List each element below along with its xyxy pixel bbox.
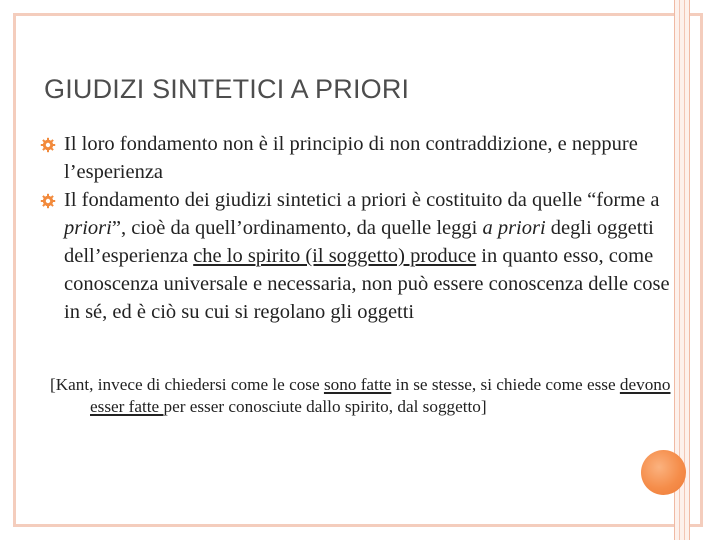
bullet-text-italic: priori <box>64 217 112 239</box>
bullet-text-segment: Il fondamento dei giudizi sintetici a priori è costituito da quelle “forme a <box>64 189 660 211</box>
bullet-list <box>40 130 690 326</box>
decorative-orange-circle <box>641 450 686 495</box>
note-segment: per esser conosciute dallo spirito, dal soggetto] <box>163 397 487 416</box>
slide-title: GIUDIZI SINTETICI A PRIORI <box>44 74 410 104</box>
bullet-text-segment: in quanto esso, come conoscenza universale e necessaria, non può essere conoscenza delle cose in sé, ed è ciò su cui si regolano gli oggetti <box>64 245 670 323</box>
note-segment: [Kant, invece di chiedersi come le cose <box>50 375 324 394</box>
kant-note <box>50 374 680 418</box>
bullet-text: Il loro fondamento non è il principio di non contraddizione, e neppure l’esperienza <box>64 133 638 183</box>
bullet-item <box>40 186 690 326</box>
bullet-text-italic: a priori <box>482 217 546 239</box>
bullet-text-segment: degli oggetti dell’esperienza <box>64 217 654 267</box>
bullet-text <box>64 186 690 326</box>
bullet-item <box>40 130 690 186</box>
orange-cog-bullet-icon <box>40 193 56 209</box>
note-segment: in se stesse, si chiede come esse <box>391 375 620 394</box>
note-underlined: devono esser fatte <box>90 375 671 416</box>
note-underlined: sono fatte <box>323 375 392 394</box>
orange-cog-bullet-icon <box>40 137 56 153</box>
bullet-text-underlined: che lo spirito (il soggetto) produce <box>193 245 477 267</box>
bullet-text-segment: ”, cioè da quell’ordinamento, da quelle leggi <box>111 217 483 239</box>
